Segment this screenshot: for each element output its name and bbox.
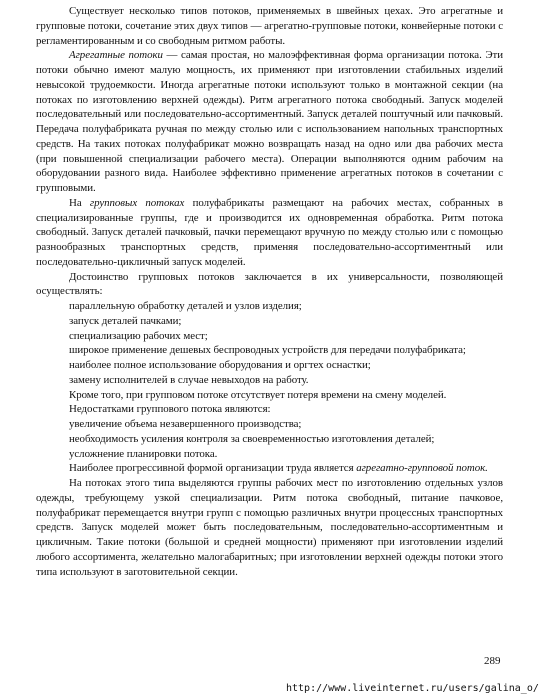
paragraph-text: полуфабрикаты размещают на рабочих местах, собранных в специализированные группы, где и производится их одновременная обработка. Ритм потока свободный. Запуск деталей пачковый, пачки перемещают вручную по между столью или с помощью разнообразных транспортных средств, применяя последовательно-ассортиментный или последовательно-цикличный запуск моделей.: [36, 196, 503, 268]
paragraph-group-flows: [36, 196, 503, 270]
paragraph-progressive-form: [36, 461, 503, 476]
paragraph-aggregate-flows: [36, 48, 503, 196]
paragraph-no-time-loss: Кроме того, при групповом потоке отсутствует потеря времени на смену моделей.: [69, 388, 447, 401]
list-item-advantage: широкое применение дешевых беспроводных устройств для передачи полуфабриката;: [69, 344, 466, 357]
list-item-disadvantage: усложнение планировки потока.: [69, 447, 218, 460]
term-aggregate-group-flow: агрегатно-групповой поток.: [356, 462, 488, 475]
term-group-flows: групповых потоках: [89, 196, 185, 209]
page-number: 289: [484, 655, 501, 667]
list-item-advantage: параллельную обработку деталей и узлов изделия;: [69, 300, 302, 312]
paragraph-flow-types: [36, 4, 503, 48]
paragraph-disadvantages-intro: Недостатками группового потока являются:: [69, 403, 271, 416]
list-item-advantage: специализацию рабочих мест;: [69, 329, 208, 342]
paragraph-advantages-intro: [36, 270, 503, 300]
page-body: [36, 4, 503, 579]
list-item-disadvantage: увеличение объема незавершенного производства;: [69, 418, 302, 430]
paragraph-lead: На: [69, 196, 90, 209]
paragraph-text: — самая простая, но малоэффективная форма организации потока. Эти потоки обычно имеют малую мощность, их применяют при изготовлении стабильных изделий невысокой трудоемкости. Иногда агрегатные потоки используют только в монтажной секции (на потоках по изготовлению верхней одежды). Ритм агрегатного потока свободный. Запуск моделей последовательный или последовательно-ассортиментный. Запуск деталей поштучный или пачковый. Передача полуфабриката ручная по между столью или с использованием напольных транспортных средств. На таких потоках полуфабрикат можно возвращать назад на одно или два рабочих места (при повышенной специализации рабочего места). Операции выполняются одним рабочим на оборудовании разного вида. Наиболее эффективно применение агрегатных потоков в сочетании с групповыми.: [36, 49, 503, 194]
term-aggregate-flows: Агрегатные потоки: [69, 49, 163, 62]
paragraph-text: Существует несколько типов потоков, применяемых в швейных цехах. Это агрегатные и групповые потоки, сочетание этих двух типов — агрегатно-групповые потоки, конвейерные потоки с регламентированным и со свободным ритмом работы.: [36, 5, 503, 47]
list-item-advantage: запуск деталей пачками;: [69, 314, 182, 327]
source-url-watermark: http://www.liveinternet.ru/users/galina_o/: [286, 683, 539, 694]
list-item-advantage: замену исполнителей в случае невыходов на работу.: [69, 373, 309, 386]
paragraph-aggregate-group-details: На потоках этого типа выделяются группы рабочих мест по изготовлению отдельных узлов одежды, требующему узкой специализации. Ритм потока свободный, питание пачковое, полуфабрикат перемещается внутри групп с помощью различных внутри процессных транспортных средств. Запуск моделей может быть последовательным, последовательно-ассортиментным и цикличным. Такие потоки (большой и средней мощности) применяют при изготовлении изделий любого ассортимента, желательно малогабаритных; при изготовлении верхней одежды потоки этого типа используют в заготовительной секции.: [36, 477, 503, 578]
paragraph-text: Достоинство групповых потоков заключается в их универсальности, позволяющей осуществлять:: [36, 270, 503, 298]
list-item-advantage: наиболее полное использование оборудования и оргтех оснастки;: [69, 359, 371, 371]
list-item-disadvantage: необходимость усиления контроля за своевременностью изготовления деталей;: [69, 432, 435, 445]
paragraph-text: Наиболее прогрессивной формой организации труда является: [69, 462, 357, 475]
